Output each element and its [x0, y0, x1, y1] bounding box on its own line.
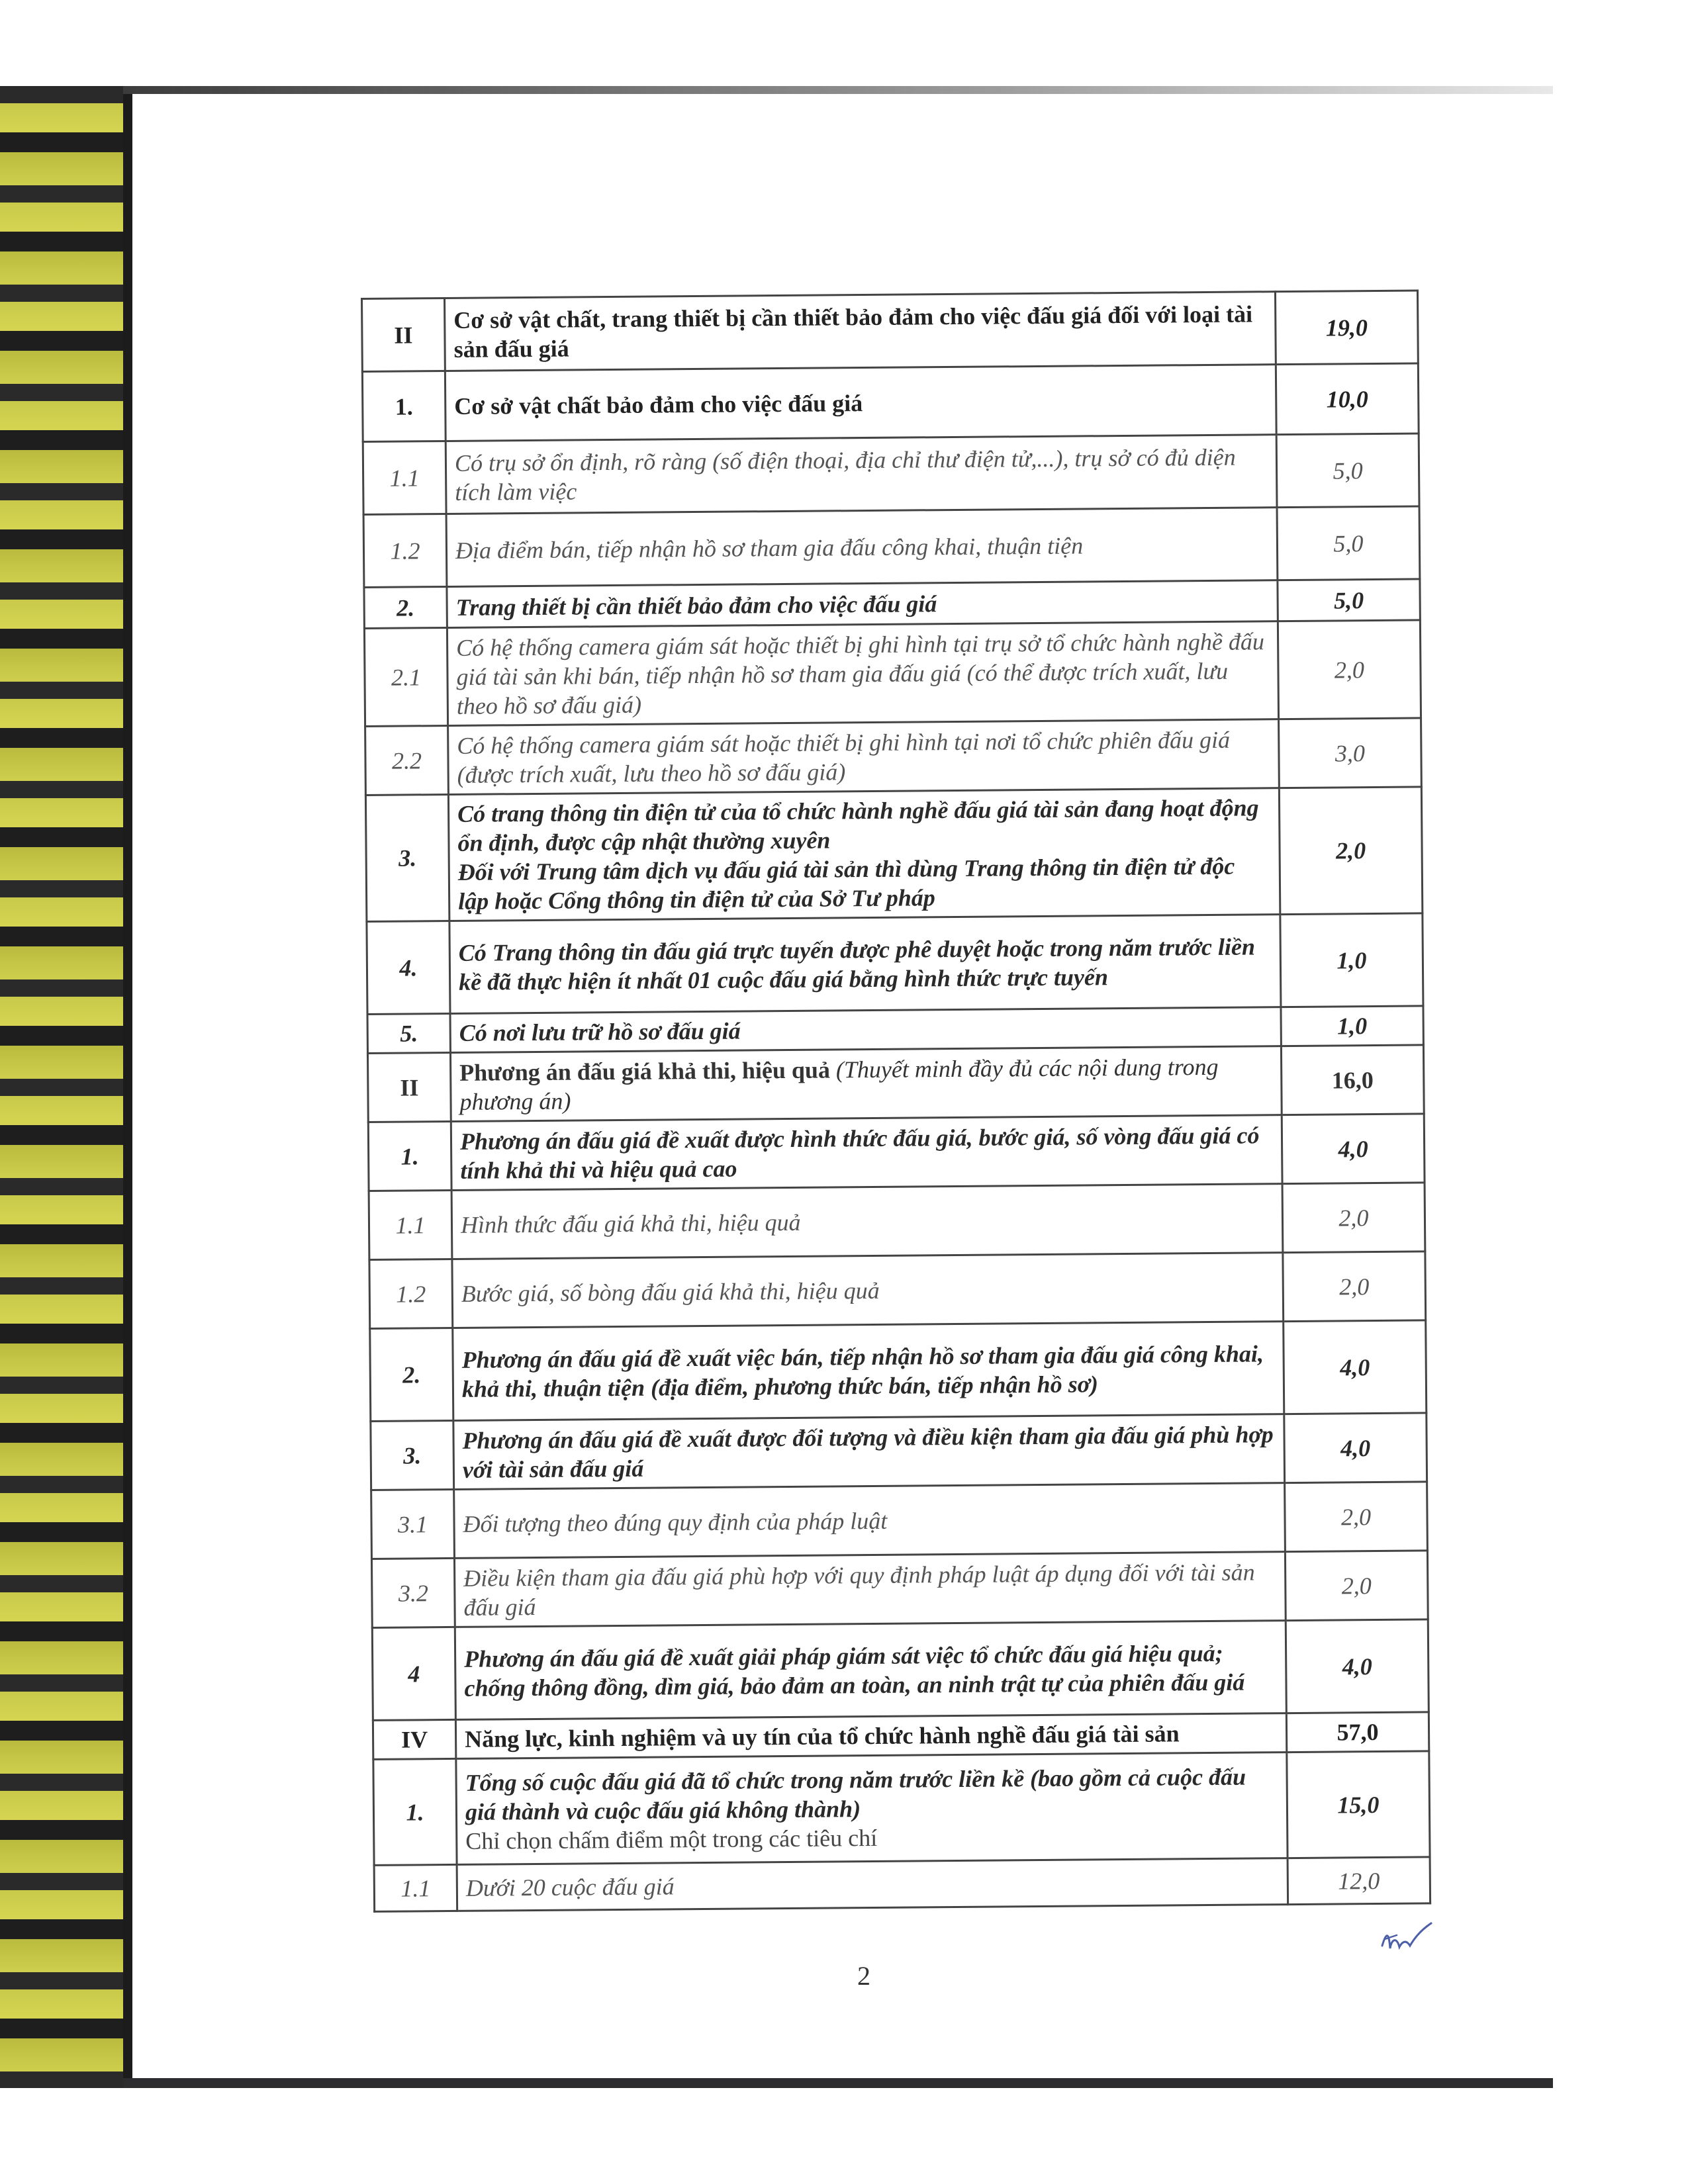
table-row: [374, 1857, 1430, 1912]
scan-backdrop-left: [0, 86, 126, 2098]
row-number: 4: [372, 1627, 455, 1720]
row-number: 5.: [367, 1013, 450, 1053]
criterion-points: 1,0: [1281, 1006, 1423, 1046]
table-row: [367, 1045, 1424, 1122]
criterion-text: Trang thiết bị cần thiết bảo đảm cho việc đấu giá: [447, 580, 1278, 628]
criterion-text: Cơ sở vật chất, trang thiết bị cần thiết bảo đảm cho việc đấu giá đối với loại tài sản đấu giá: [445, 292, 1276, 371]
criterion-note: (Thuyết minh đầy đủ các nội dung trong phương án): [459, 1053, 1219, 1115]
criterion-text: Có hệ thống camera giám sát hoặc thiết bị ghi hình tại trụ sở tổ chức hành nghề đấu giá tài sản khi bán, tiếp nhận hồ sơ tham gia đấu giá (có thể được trích xuất, lưu theo hồ sơ đấu giá): [447, 621, 1278, 726]
page-number: 2: [857, 1961, 870, 1991]
table-row: [363, 433, 1419, 515]
table-row: [373, 1751, 1430, 1866]
criterion-text: Năng lực, kinh nghiệm và uy tín của tổ chức hành nghề đấu giá tài sản: [455, 1713, 1286, 1759]
row-number: 1.1: [374, 1864, 457, 1911]
criterion-text: [450, 1046, 1282, 1122]
criterion-text: Dưới 20 cuộc đấu giá: [457, 1858, 1288, 1911]
row-number: 1.: [368, 1121, 451, 1191]
criterion-points: 5,0: [1278, 579, 1420, 621]
scan-bottom-margin: [0, 2088, 1556, 2184]
table-row: [367, 913, 1423, 1015]
row-number: IV: [373, 1719, 455, 1759]
criterion-points: 3,0: [1279, 718, 1422, 788]
scan-edge-bottom: [123, 2078, 1553, 2089]
criterion-text: Phương án đấu giá đề xuất được đối tượng và điều kiện tham gia đấu giá phù hợp với tài sản đấu giá: [453, 1414, 1285, 1490]
criterion-points: 12,0: [1288, 1857, 1430, 1905]
row-number: 2.: [370, 1328, 453, 1421]
criterion-points: 4,0: [1284, 1320, 1427, 1414]
row-number: 2.2: [365, 725, 449, 795]
criterion-points: 2,0: [1285, 1551, 1428, 1621]
criterion-text: Có nơi lưu trữ hồ sơ đấu giá: [450, 1007, 1281, 1053]
row-number: 1.: [362, 371, 445, 442]
criterion-points: 4,0: [1282, 1114, 1425, 1184]
criterion-points: 2,0: [1283, 1251, 1426, 1322]
table-row: [362, 363, 1419, 442]
criterion-text: Đối tượng theo đúng quy định của pháp luật: [454, 1483, 1286, 1559]
row-number: 1.2: [369, 1259, 453, 1328]
row-number: 2.1: [364, 627, 447, 726]
row-number: 1.: [373, 1758, 457, 1865]
criterion-text-line: Tổng số cuộc đấu giá đã tổ chức trong năm trước liền kề (bao gồm cả cuộc đấu giá thành và cuộc đấu giá không thành): [465, 1763, 1246, 1825]
criterion-points: 2,0: [1279, 787, 1422, 915]
criterion-points: 19,0: [1275, 291, 1418, 365]
criterion-points: 5,0: [1277, 506, 1420, 580]
table-row: [365, 718, 1422, 796]
row-number: II: [367, 1052, 451, 1122]
criterion-points: 10,0: [1276, 363, 1419, 435]
criterion-note: Chỉ chọn chấm điểm một trong các tiêu chí: [465, 1824, 878, 1854]
row-number: II: [362, 298, 445, 372]
row-number: 1.1: [369, 1190, 452, 1259]
scan-edge-left: [123, 86, 132, 2098]
criterion-text: Phương án đấu giá đề xuất việc bán, tiếp nhận hồ sơ tham gia đấu giá công khai, khả thi, thuận tiện (địa điểm, phương thức bán, tiếp nhận hồ sơ): [453, 1322, 1284, 1421]
criterion-points: 57,0: [1286, 1712, 1429, 1752]
row-number: 3.: [371, 1420, 454, 1490]
table-row: [362, 291, 1419, 372]
table-row: [368, 1114, 1425, 1191]
row-number: 1.2: [363, 514, 447, 587]
row-number: 3.1: [371, 1489, 455, 1559]
row-number: 1.1: [363, 441, 446, 514]
criterion-text: Phương án đấu giá đề xuất được hình thức đấu giá, bước giá, số vòng đấu giá có tính khả thi và hiệu quả cao: [451, 1115, 1282, 1191]
row-number: 3.2: [371, 1558, 455, 1627]
criterion-points: 4,0: [1286, 1619, 1429, 1713]
scoring-criteria-table: [361, 289, 1431, 1912]
criterion-text: Cơ sở vật chất bảo đảm cho việc đấu giá: [445, 365, 1276, 441]
table-row: [369, 1183, 1425, 1260]
criterion-text: Địa điểm bán, tiếp nhận hồ sơ tham gia đấu công khai, thuận tiện: [446, 508, 1278, 587]
criterion-text: [456, 1752, 1288, 1865]
criterion-text: Hình thức đấu giá khả thi, hiệu quả: [451, 1184, 1283, 1259]
criterion-points: 2,0: [1285, 1482, 1428, 1552]
table-row: [369, 1251, 1426, 1329]
table-row: [365, 787, 1422, 922]
criterion-text: Bước giá, số bòng đấu giá khả thi, hiệu quả: [452, 1253, 1284, 1328]
criterion-points: 5,0: [1276, 433, 1419, 508]
criterion-points: 4,0: [1284, 1413, 1427, 1483]
row-number: 2.: [364, 586, 447, 628]
criterion-points: 15,0: [1287, 1751, 1430, 1858]
row-number: 3.: [365, 794, 449, 921]
criterion-text-line: Phương án đấu giá khả thi, hiệu quả: [459, 1056, 831, 1086]
initials-signature: [1377, 1919, 1436, 1959]
criterion-text: [448, 788, 1280, 921]
criterion-text-line: Có trang thông tin điện tử của tổ chức hành nghề đấu giá tài sản đang hoạt động ổn định, được cập nhật thường xuyên: [457, 794, 1259, 856]
criterion-points: 1,0: [1280, 913, 1423, 1007]
criterion-text: Có Trang thông tin đấu giá trực tuyến được phê duyệt hoặc trong năm trước liền kề đã thực hiện ít nhất 01 cuộc đấu giá bằng hình thức trực tuyến: [449, 915, 1281, 1014]
table-row: [364, 620, 1421, 727]
criterion-text: Có trụ sở ổn định, rõ ràng (số điện thoại, địa chỉ thư điện tử,...), trụ sở có đủ diện tích làm việc: [445, 435, 1277, 514]
criterion-points: 2,0: [1278, 620, 1421, 719]
scan-edge-top: [123, 86, 1553, 94]
table-row: [370, 1320, 1427, 1422]
table-row: [371, 1482, 1428, 1559]
criterion-text: Có hệ thống camera giám sát hoặc thiết bị ghi hình tại nơi tổ chức phiên đấu giá (được trích xuất, lưu theo hồ sơ đấu giá): [448, 719, 1280, 795]
table-row: [363, 506, 1420, 588]
criterion-points: 16,0: [1281, 1045, 1424, 1115]
table-row: [372, 1619, 1429, 1721]
criterion-text: Điều kiện tham gia đấu giá phù hợp với quy định pháp luật áp dụng đối với tài sản đấu giá: [454, 1552, 1286, 1627]
table-row: [371, 1413, 1427, 1490]
table-row: [371, 1551, 1428, 1628]
criterion-text: Phương án đấu giá đề xuất giải pháp giám sát việc tổ chức đấu giá hiệu quả; chống thông đồng, dìm giá, bảo đảm an toàn, an ninh trật tự của phiên đấu giá: [455, 1621, 1286, 1720]
criterion-points: 2,0: [1282, 1183, 1425, 1253]
row-number: 4.: [367, 921, 450, 1014]
criterion-note: Đối với Trung tâm dịch vụ đấu giá tài sản thì dùng Trang thông tin điện tử độc lập hoặc Cổng thông tin điện tử của Sở Tư pháp: [457, 852, 1235, 915]
